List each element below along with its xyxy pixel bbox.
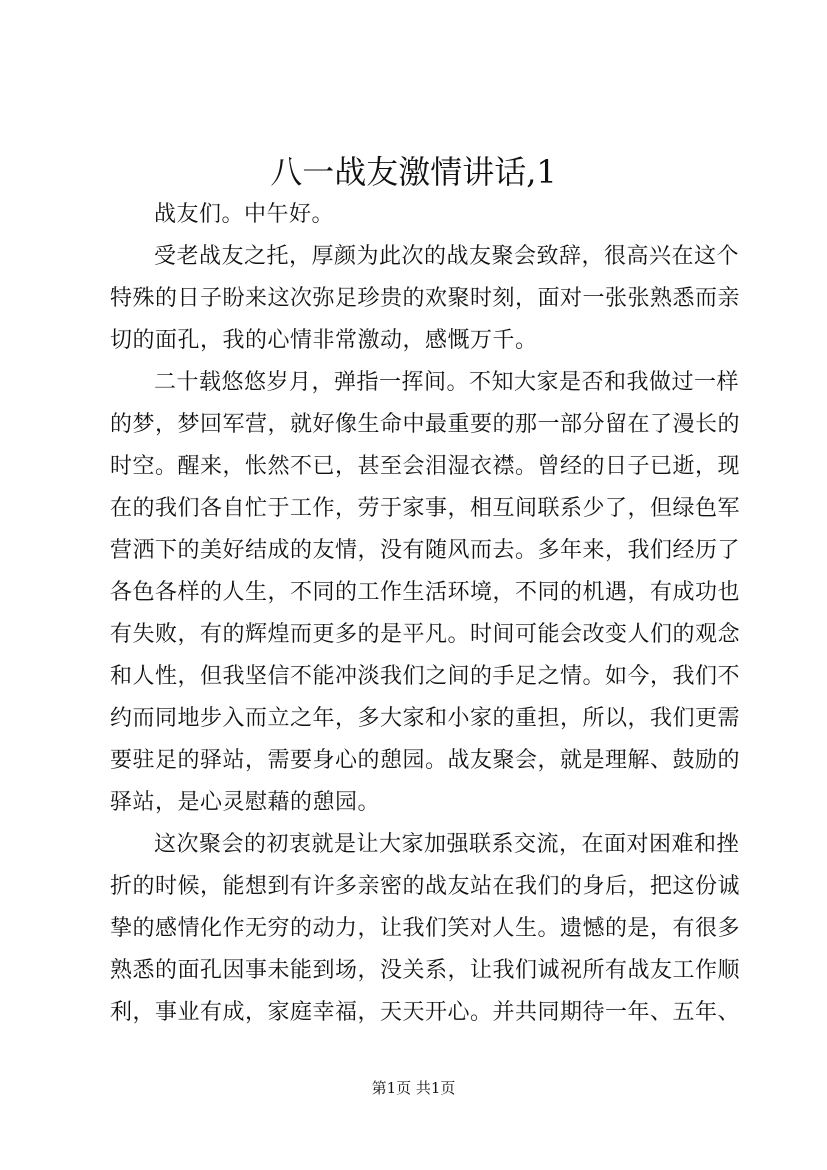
document-body <box>110 194 741 1034</box>
text-line: 利，事业有成，家庭幸福，天天开心。并共同期待一年、五年、 <box>110 1000 741 1025</box>
text-line: 约而同地步入而立之年，多大家和小家的重担，所以，我们更需 <box>110 706 741 731</box>
text-line: 在的我们各自忙于工作，劳于家事，相互间联系少了，但绿色军 <box>110 496 741 521</box>
text-line: 挚的感情化作无穷的动力，让我们笑对人生。遗憾的是，有很多 <box>110 916 741 941</box>
text-line: 切的面孔，我的心情非常激动，感慨万千。 <box>110 328 538 353</box>
text-line: 要驻足的驿站，需要身心的憩园。战友聚会，就是理解、鼓励的 <box>110 748 741 773</box>
text-line: 这次聚会的初衷就是让大家加强联系交流，在面对困难和挫 <box>154 832 740 857</box>
text-line: 各色各样的人生，不同的工作生活环境，不同的机遇，有成功也 <box>110 580 741 605</box>
text-line: 有失败，有的辉煌而更多的是平凡。时间可能会改变人们的观念 <box>110 622 741 647</box>
text-line: 二十载悠悠岁月，弹指一挥间。不知大家是否和我做过一样 <box>154 370 740 395</box>
page-footer: 第1页 共1页 <box>371 1079 456 1097</box>
text-line: 的梦，梦回军营，就好像生命中最重要的那一部分留在了漫长的 <box>110 412 741 437</box>
text-line: 时空。醒来，怅然不已，甚至会泪湿衣襟。曾经的日子已逝，现 <box>110 454 741 479</box>
text-line: 熟悉的面孔因事未能到场，没关系，让我们诚祝所有战友工作顺 <box>110 958 741 983</box>
text-line: 和人性，但我坚信不能冲淡我们之间的手足之情。如今，我们不 <box>110 664 741 689</box>
text-line: 折的时候，能想到有许多亲密的战友站在我们的身后，把这份诚 <box>110 874 741 899</box>
text-line: 营洒下的美好结成的友情，没有随风而去。多年来，我们经历了 <box>110 538 741 563</box>
text-line: 驿站，是心灵慰藉的憩园。 <box>110 790 381 815</box>
text-line: 特殊的日子盼来这次弥足珍贵的欢聚时刻，面对一张张熟悉而亲 <box>110 286 741 311</box>
text-line: 受老战友之托，厚颜为此次的战友聚会致辞，很高兴在这个 <box>154 244 740 269</box>
text-line: 战友们。中午好。 <box>154 202 335 227</box>
page-title: 八一战友激情讲话,1 <box>270 153 557 191</box>
